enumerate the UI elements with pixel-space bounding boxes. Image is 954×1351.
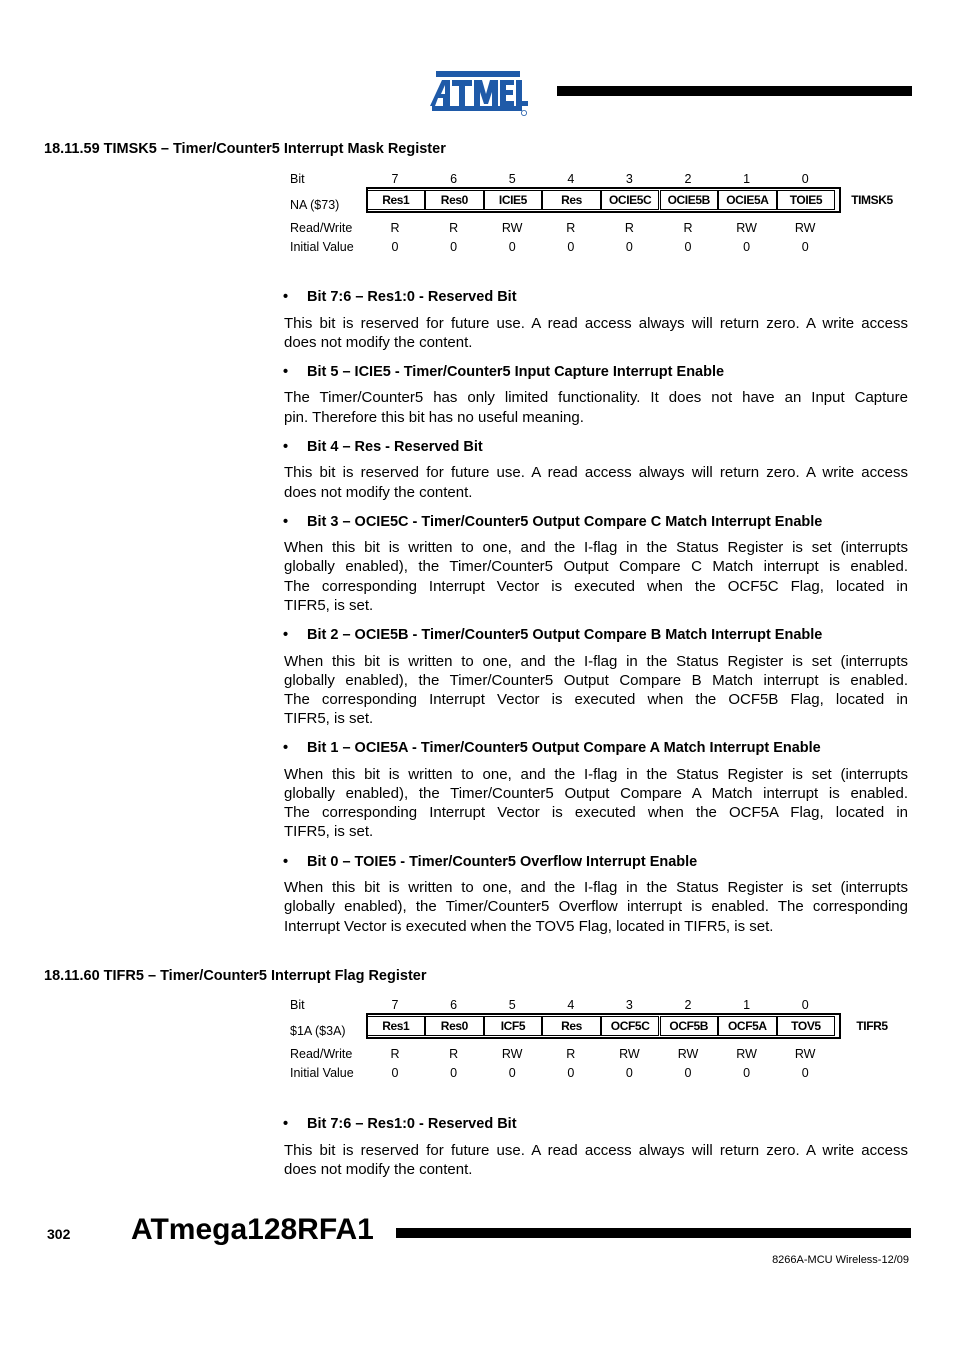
bit-number: 0 bbox=[801, 172, 809, 186]
bit-name-cell: OCF5C bbox=[601, 1016, 660, 1036]
bit-heading-text: Bit 7:6 – Res1:0 - Reserved Bit bbox=[307, 1116, 517, 1132]
description-line: The Timer/Counter5 has only limited functionality. It does not have an Input Capture bbox=[284, 389, 908, 407]
description-line: The corresponding Interrupt Vector is executed when the OCF5B Flag, located in bbox=[284, 690, 908, 708]
init-value: 0 bbox=[684, 1066, 692, 1080]
bullet-icon: • bbox=[283, 627, 289, 643]
description-line: TIFR5, is set. bbox=[284, 596, 374, 614]
bit-number: 6 bbox=[450, 998, 458, 1012]
init-value: 0 bbox=[508, 1066, 516, 1080]
rw-value: RW bbox=[619, 1047, 640, 1061]
bit-number: 4 bbox=[567, 998, 575, 1012]
bit-description bbox=[284, 765, 908, 842]
init-value: 0 bbox=[567, 1066, 575, 1080]
rw-value: R bbox=[449, 1047, 459, 1061]
bit-heading-text: Bit 5 – ICIE5 - Timer/Counter5 Input Capture Interrupt Enable bbox=[307, 363, 725, 380]
bit-number: 1 bbox=[743, 172, 751, 186]
bit-description bbox=[284, 878, 908, 936]
description-line: When this bit is written to one, and the I-flag in the Status Register is set (interrupts bbox=[284, 652, 908, 670]
init-value: 0 bbox=[625, 1066, 633, 1080]
bit-heading bbox=[283, 439, 483, 455]
description-line: This bit is reserved for future use. A read access always will return zero. A write access bbox=[284, 464, 908, 482]
register-table-timsk5 bbox=[288, 172, 908, 258]
init-value: 0 bbox=[567, 240, 575, 254]
description-line: When this bit is written to one, and the I-flag in the Status Register is set (interrupts bbox=[284, 765, 908, 783]
bit-name-cell: OCF5A bbox=[718, 1016, 777, 1036]
atmel-logo-icon bbox=[428, 68, 530, 116]
description-line: This bit is reserved for future use. A read access always will return zero. A write access bbox=[284, 314, 908, 332]
init-value: 0 bbox=[450, 240, 458, 254]
bit-number: 0 bbox=[801, 998, 809, 1012]
bit-description bbox=[284, 463, 908, 501]
description-line: globally enabled), the Timer/Counter5 Output Compare C Match interrupt is enabled. bbox=[284, 558, 908, 576]
register-address: $1A ($3A) bbox=[290, 1024, 346, 1038]
rw-value: RW bbox=[501, 1047, 523, 1061]
rw-value: R bbox=[683, 221, 693, 235]
description-line: The corresponding Interrupt Vector is executed when the OCF5C Flag, located in bbox=[284, 577, 908, 595]
bullet-icon: • bbox=[283, 438, 289, 455]
rw-value: RW bbox=[677, 1047, 699, 1061]
description-line: globally enabled), the Timer/Counter5 Output Compare A Match interrupt is enabled. bbox=[284, 785, 908, 802]
register-name: TIMSK5 bbox=[851, 193, 893, 207]
bit-heading bbox=[283, 364, 724, 380]
description-line: pin. Therefore this bit has no useful meaning. bbox=[284, 408, 584, 426]
rw-value: RW bbox=[736, 221, 757, 235]
bit-heading-text: Bit 0 – TOIE5 - Timer/Counter5 Overflow Interrupt Enable bbox=[307, 853, 698, 870]
bit-description bbox=[284, 314, 908, 352]
bit-row-label: Bit bbox=[290, 998, 305, 1012]
bit-heading bbox=[283, 1116, 517, 1132]
init-value: 0 bbox=[743, 1066, 751, 1080]
rw-row-label: Read/Write bbox=[290, 1047, 353, 1061]
bit-name-cell: Res bbox=[542, 1016, 601, 1036]
page-number: 302 bbox=[47, 1226, 71, 1242]
bit-heading-text: Bit 2 – OCIE5B - Timer/Counter5 Output Compare B Match Interrupt Enable bbox=[307, 627, 823, 643]
bit-name-cell: Res bbox=[542, 190, 601, 210]
init-value: 0 bbox=[801, 240, 809, 254]
bit-description bbox=[284, 1141, 908, 1179]
description-line: does not modify the content. bbox=[284, 333, 473, 351]
bit-heading bbox=[283, 854, 697, 870]
bit-heading bbox=[283, 627, 822, 643]
bit-number: 4 bbox=[567, 172, 575, 186]
footer-rule bbox=[396, 1228, 911, 1238]
description-line: Interrupt Vector is executed when the TOV5 Flag, located in TIFR5, is set. bbox=[284, 917, 774, 935]
rw-value: R bbox=[449, 221, 459, 235]
description-line: TIFR5, is set. bbox=[284, 710, 374, 728]
bit-heading bbox=[283, 514, 822, 530]
description-line: When this bit is written to one, and the I-flag in the Status Register is set (interrupts bbox=[284, 879, 908, 897]
rw-value: RW bbox=[794, 221, 816, 235]
rw-value: R bbox=[624, 221, 634, 235]
rw-value: R bbox=[390, 1047, 400, 1061]
description-line: TIFR5, is set. bbox=[284, 823, 374, 841]
bullet-icon: • bbox=[283, 513, 289, 530]
description-line: does not modify the content. bbox=[284, 483, 473, 501]
rw-value: RW bbox=[736, 1047, 757, 1061]
bullet-icon: • bbox=[283, 1116, 289, 1132]
init-value: 0 bbox=[450, 1066, 458, 1080]
init-value: 0 bbox=[743, 240, 751, 254]
bullet-icon: • bbox=[283, 363, 289, 380]
init-row-label: Initial Value bbox=[290, 1066, 354, 1080]
bit-name-cell: Res1 bbox=[367, 1016, 426, 1036]
init-value: 0 bbox=[391, 240, 399, 254]
register-address: NA ($73) bbox=[290, 198, 340, 212]
bit-heading-text: Bit 4 – Res - Reserved Bit bbox=[307, 438, 483, 455]
init-value: 0 bbox=[801, 1066, 809, 1080]
document-title: ATmega128RFA1 bbox=[131, 1213, 374, 1246]
section-title-tifr5: 18.11.60 TIFR5 – Timer/Counter5 Interrupt Flag Register bbox=[44, 968, 427, 984]
bit-heading-text: Bit 1 – OCIE5A - Timer/Counter5 Output Compare A Match Interrupt Enable bbox=[307, 740, 821, 757]
bit-number: 6 bbox=[450, 172, 458, 186]
register-table-tifr5 bbox=[288, 998, 908, 1084]
bit-name-cell: OCIE5A bbox=[718, 190, 777, 210]
atmel-logo bbox=[428, 68, 530, 116]
bit-description bbox=[284, 388, 908, 426]
bit-name-cell: OCF5B bbox=[660, 1016, 719, 1036]
rw-value: RW bbox=[794, 1047, 816, 1061]
bit-name-cell: Res0 bbox=[425, 190, 484, 210]
bit-row-label: Bit bbox=[290, 172, 305, 186]
bit-heading-text: Bit 3 – OCIE5C - Timer/Counter5 Output Compare C Match Interrupt Enable bbox=[307, 513, 823, 530]
bit-heading bbox=[283, 289, 517, 305]
bit-name-cell: TOIE5 bbox=[777, 190, 836, 210]
init-value: 0 bbox=[391, 1066, 399, 1080]
bit-name-cell: OCIE5B bbox=[660, 190, 719, 210]
bit-heading bbox=[283, 740, 821, 756]
document-code: 8266A-MCU Wireless-12/09 bbox=[772, 1254, 909, 1266]
bit-name-cell: ICIE5 bbox=[484, 190, 543, 210]
rw-value: R bbox=[566, 1047, 576, 1061]
bullet-icon: • bbox=[283, 289, 289, 305]
bit-number: 2 bbox=[684, 172, 692, 186]
bit-number: 3 bbox=[625, 172, 633, 186]
bit-number: 7 bbox=[391, 172, 399, 186]
bit-number: 2 bbox=[684, 998, 692, 1012]
bit-number: 1 bbox=[743, 998, 751, 1012]
rw-value: R bbox=[566, 221, 576, 235]
rw-value: R bbox=[390, 221, 400, 235]
bit-description bbox=[284, 652, 908, 729]
description-line: globally enabled), the Timer/Counter5 Overflow interrupt is enabled. The corresponding bbox=[284, 898, 908, 916]
init-row-label: Initial Value bbox=[290, 240, 354, 254]
bit-name-cell: OCIE5C bbox=[601, 190, 660, 210]
bit-number: 7 bbox=[391, 998, 399, 1012]
bit-name-cell: Res0 bbox=[425, 1016, 484, 1036]
bit-heading-text: Bit 7:6 – Res1:0 - Reserved Bit bbox=[307, 289, 517, 305]
bit-number: 5 bbox=[508, 998, 516, 1012]
bit-description bbox=[284, 538, 908, 615]
description-line: When this bit is written to one, and the I-flag in the Status Register is set (interrupts bbox=[284, 539, 908, 557]
rw-row-label: Read/Write bbox=[290, 221, 353, 235]
init-value: 0 bbox=[508, 240, 516, 254]
bullet-icon: • bbox=[283, 853, 289, 870]
description-line: does not modify the content. bbox=[284, 1160, 473, 1178]
description-line: globally enabled), the Timer/Counter5 Output Compare B Match interrupt is enabled. bbox=[284, 671, 908, 689]
register-name: TIFR5 bbox=[856, 1019, 888, 1033]
bit-name-cell: TOV5 bbox=[777, 1016, 836, 1036]
description-line: The corresponding Interrupt Vector is executed when the OCF5A Flag, located in bbox=[284, 804, 908, 822]
init-value: 0 bbox=[684, 240, 692, 254]
section-title-timsk5: 18.11.59 TIMSK5 – Timer/Counter5 Interrupt Mask Register bbox=[44, 141, 446, 157]
bit-number: 5 bbox=[508, 172, 516, 186]
bit-name-cell: Res1 bbox=[367, 190, 426, 210]
header-rule bbox=[557, 86, 912, 96]
bit-name-cell: ICF5 bbox=[484, 1016, 543, 1036]
bit-number: 3 bbox=[625, 998, 633, 1012]
rw-value: RW bbox=[501, 221, 523, 235]
init-value: 0 bbox=[625, 240, 633, 254]
description-line: This bit is reserved for future use. A read access always will return zero. A write access bbox=[284, 1141, 908, 1159]
bullet-icon: • bbox=[283, 740, 289, 757]
